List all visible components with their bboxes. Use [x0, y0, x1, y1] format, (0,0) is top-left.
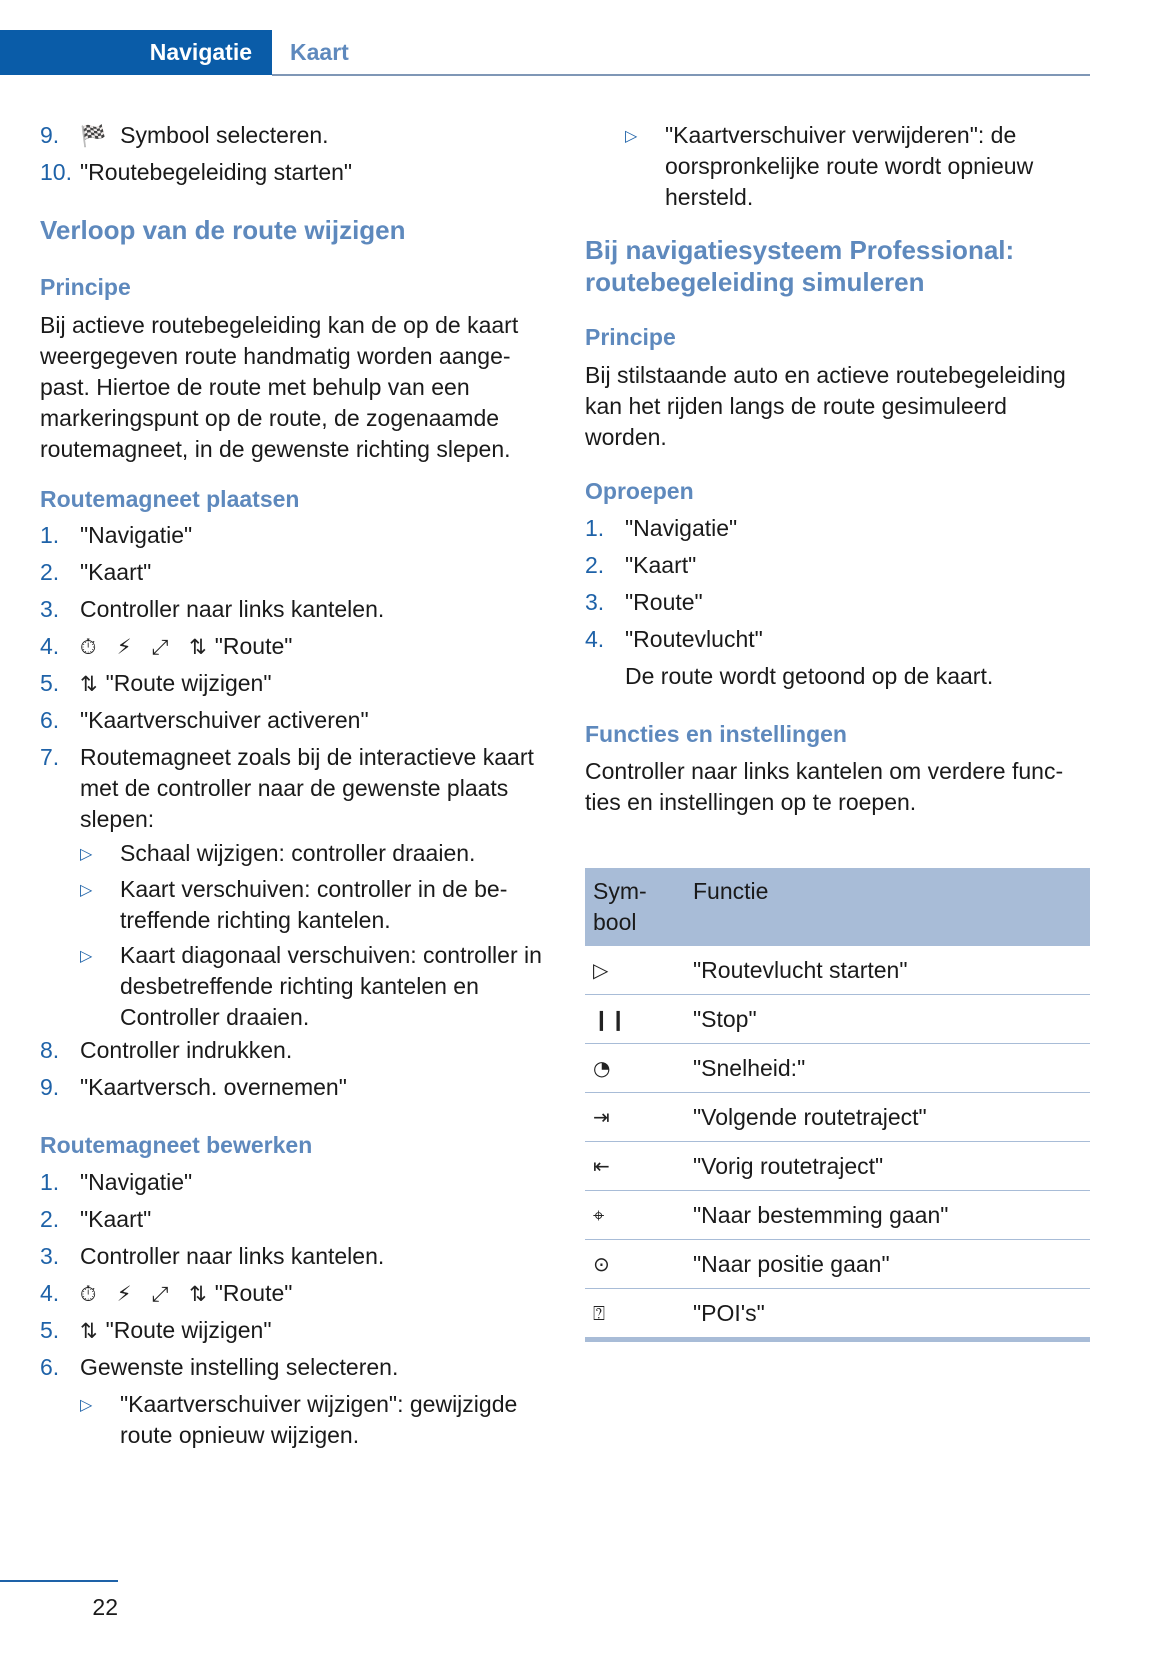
triangle-bullet-icon: ▷ — [80, 1395, 93, 1414]
list-item: 2. "Kaart" — [40, 1206, 152, 1232]
stopwatch-icon: ⏱ — [80, 1282, 97, 1306]
sub-list-item: ▷ Kaart verschuiven: controller in de betreffende richting kantelen. — [80, 876, 508, 933]
list-item: 9. 🏁 Symbool selecteren. — [40, 120, 550, 152]
table-row: ⇤ "Vorig routetraject" — [585, 1142, 1090, 1191]
poi-icon: ⍰ — [593, 1301, 605, 1325]
table-header-function: Functie — [693, 878, 769, 904]
table-row: ⇥ "Volgende routetraject" — [585, 1093, 1090, 1142]
oproepen-note: De route wordt getoond op de kaart. — [625, 663, 994, 689]
table-row: ⊙ "Naar positie gaan" — [585, 1240, 1090, 1289]
destination-icon: ⌖ — [593, 1203, 605, 1227]
list-item: 1. "Navigatie" — [585, 515, 738, 541]
list-item: 6. "Kaartverschuiver activeren" — [40, 707, 369, 733]
triangle-bullet-icon: ▷ — [625, 126, 638, 145]
table-row: ◔ "Snelheid:" — [585, 1044, 1090, 1093]
table-row: ▷ "Routevlucht starten" — [585, 946, 1090, 995]
traffic-icon: ⚡ — [116, 635, 132, 659]
stopwatch-icon: ⏱ — [80, 635, 97, 659]
section-title: Bij navigatiesysteem Professional: routebegeleiding simuleren — [585, 235, 1015, 297]
list-item: 6. Gewenste instelling selecteren. — [40, 1354, 399, 1380]
table-header-symbol: Symbool — [593, 878, 647, 935]
list-item: 3. Controller naar links kantelen. — [40, 596, 385, 622]
list-item: 5. ⇅ "Route wijzigen" — [40, 668, 550, 700]
route-change-icon: ⇅ — [189, 635, 207, 659]
route-change-icon: ⇅ — [80, 1319, 98, 1343]
traffic-icon: ⚡ — [116, 1282, 132, 1306]
route-icon: ⤢ — [151, 1282, 169, 1306]
route-icon: ⤢ — [151, 635, 169, 659]
principe-paragraph: Bij actieve routebegeleiding kan de op de kaart weergegeven route handmatig worden aangepast. Hiertoe de route met behulp van een markeringspunt op de route, de zogenaamde routemagneet, in de gewenste richting slepen. — [40, 312, 519, 462]
subsection-title: Functies en instellingen — [585, 721, 847, 747]
sub-list-item: ▷ "Kaartverschuiver wijzigen": gewijzigde route opnieuw wijzigen. — [80, 1391, 518, 1448]
triangle-bullet-icon: ▷ — [80, 946, 93, 965]
table-header — [585, 868, 1090, 946]
pause-icon: ❙❙ — [593, 1007, 627, 1031]
route-change-icon: ⇅ — [189, 1282, 207, 1306]
list-item: 4. ⏱ ⚡ ⤢ ⇅ "Route" — [40, 631, 550, 663]
list-item: 2. "Kaart" — [40, 559, 152, 585]
principe-paragraph: Bij stilstaande auto en actieve routebegeleiding kan het rijden langs de route gesimuleerd worden. — [585, 362, 1066, 450]
subsection-title: Oproepen — [585, 478, 694, 504]
header-tab-navigatie: Navigatie — [0, 30, 272, 75]
checkered-flag-icon: 🏁 — [80, 124, 107, 148]
functies-paragraph: Controller naar links kantelen om verdere functies en instellingen op te roepen. — [585, 758, 1064, 815]
header-tab-kaart: Kaart — [290, 39, 349, 65]
list-item: 5. ⇅ "Route wijzigen" — [40, 1315, 550, 1347]
subsection-title: Principe — [40, 274, 131, 300]
list-item: 10. "Routebegeleiding starten" — [40, 159, 353, 185]
list-item: 7. Routemagneet zoals bij de interactieve kaart met de controller naar de gewenste plaats slepen: — [40, 744, 534, 832]
section-title: Verloop van de route wijzigen — [40, 215, 406, 245]
list-item: 4. ⏱ ⚡ ⤢ ⇅ "Route" — [40, 1278, 550, 1310]
triangle-bullet-icon: ▷ — [80, 880, 93, 899]
table-row: ❙❙ "Stop" — [585, 995, 1090, 1044]
subsection-title: Routemagneet plaatsen — [40, 486, 300, 512]
play-icon: ▷ — [593, 958, 609, 982]
list-item: 3. Controller naar links kantelen. — [40, 1243, 385, 1269]
list-item: 2. "Kaart" — [585, 552, 697, 578]
next-segment-icon: ⇥ — [593, 1105, 610, 1129]
functions-table — [585, 868, 1090, 1342]
footer-rule — [0, 1580, 118, 1582]
page-number: 22 — [92, 1594, 118, 1620]
list-item: 8. Controller indrukken. — [40, 1037, 293, 1063]
header-rule — [272, 74, 1090, 76]
list-item: 9. "Kaartversch. overnemen" — [40, 1074, 347, 1100]
previous-segment-icon: ⇤ — [593, 1154, 610, 1178]
sub-list-item: ▷ Kaart diagonaal verschuiven: controller in desbetreffende richting kantelen en Controller draaien. — [80, 942, 542, 1030]
subsection-title: Routemagneet bewerken — [40, 1132, 313, 1158]
position-icon: ⊙ — [593, 1252, 610, 1276]
triangle-bullet-icon: ▷ — [80, 844, 93, 863]
list-item: 1. "Navigatie" — [40, 1169, 193, 1195]
list-item: 1. "Navigatie" — [40, 522, 193, 548]
route-change-icon: ⇅ — [80, 672, 98, 696]
subsection-title: Principe — [585, 324, 676, 350]
table-row: ⍰ "POI's" — [585, 1289, 1090, 1338]
table-row: ⌖ "Naar bestemming gaan" — [585, 1191, 1090, 1240]
list-item: 3. "Route" — [585, 589, 703, 615]
sub-list-item: ▷ Schaal wijzigen: controller draaien. — [80, 838, 550, 869]
sub-list-item: ▷ "Kaartverschuiver verwijderen": de oorspronkelijke route wordt opnieuw hersteld. — [625, 122, 1034, 210]
speedometer-icon: ◔ — [593, 1056, 611, 1080]
list-item: 4. "Routevlucht" — [585, 626, 763, 652]
